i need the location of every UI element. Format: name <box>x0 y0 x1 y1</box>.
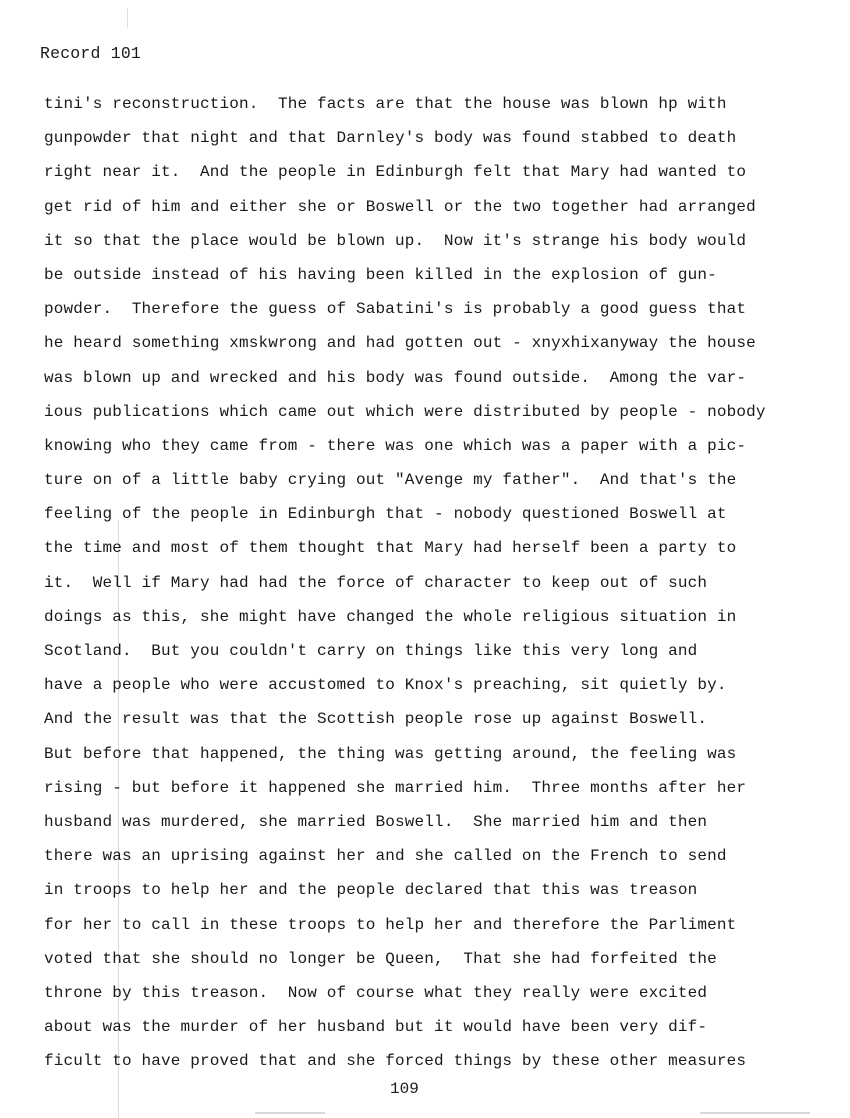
text-line: have a people who were accustomed to Knox's preaching, sit quietly by. <box>44 676 727 695</box>
text-line: it. Well if Mary had had the force of character to keep out of such <box>44 573 708 592</box>
scan-mark <box>127 8 128 28</box>
text-line: And the result was that the Scottish people rose up against Boswell. <box>44 710 708 729</box>
text-line: ture on of a little baby crying out "Avenge my father". And that's the <box>44 471 737 490</box>
text-line: tini's reconstruction. The facts are that the house was blown hp with <box>44 95 727 113</box>
text-line: doings as this, she might have changed the whole religious situation in <box>44 607 737 626</box>
text-line: powder. Therefore the guess of Sabatini's is probably a good guess that <box>44 300 747 319</box>
text-line: But before that happened, the thing was getting around, the feeling was <box>44 744 737 763</box>
text-line: it so that the place would be blown up. Now it's strange his body would <box>44 231 747 250</box>
text-line: for her to call in these troops to help her and therefore the Parliment <box>44 915 737 934</box>
text-line: was blown up and wrecked and his body was found outside. Among the var- <box>44 368 747 387</box>
text-line: about was the murder of her husband but it would have been very dif- <box>44 1018 708 1037</box>
text-line: he heard something xmskwrong and had gotten out - xnyxhixanyway the house <box>44 334 756 353</box>
scan-smudge <box>255 1112 325 1114</box>
text-line: Scotland. But you couldn't carry on things like this very long and <box>44 642 698 660</box>
scan-smudge <box>700 1112 810 1114</box>
text-line: right near it. And the people in Edinburgh felt that Mary had wanted to <box>44 163 747 182</box>
text-line: get rid of him and either she or Boswell or the two together had arranged <box>44 197 756 216</box>
text-line: be outside instead of his having been killed in the explosion of gun- <box>44 265 717 284</box>
page-number: 109 <box>390 1080 419 1098</box>
text-line: ious publications which came out which were distributed by people - nobody <box>44 402 766 421</box>
text-line: husband was murdered, she married Boswell. She married him and then <box>44 812 708 831</box>
text-line: there was an uprising against her and she called on the French to send <box>44 847 727 866</box>
text-line: throne by this treason. Now of course what they really were excited <box>44 983 708 1002</box>
text-line: ficult to have proved that and she forced things by these other measures <box>44 1052 747 1071</box>
transcript-body <box>44 91 824 1082</box>
text-line: in troops to help her and the people declared that this was treason <box>44 881 698 900</box>
text-line: gunpowder that night and that Darnley's body was found stabbed to death <box>44 129 737 148</box>
text-line: rising - but before it happened she married him. Three months after her <box>44 778 747 797</box>
text-line: feeling of the people in Edinburgh that - nobody questioned Boswell at <box>44 505 727 524</box>
record-title: Record 101 <box>40 44 142 63</box>
text-line: voted that she should no longer be Queen, That she had forfeited the <box>44 949 717 968</box>
text-line: the time and most of them thought that Mary had herself been a party to <box>44 539 737 558</box>
text-line: knowing who they came from - there was one which was a paper with a pic- <box>44 436 747 455</box>
